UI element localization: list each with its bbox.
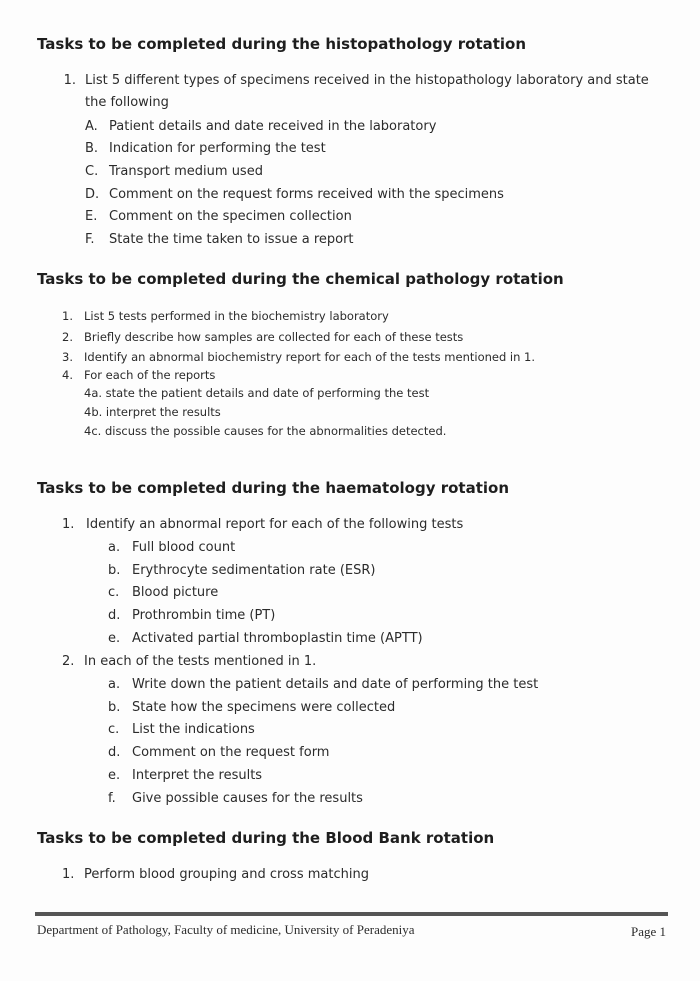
sub-item: 4b. interpret the results xyxy=(84,405,221,419)
sub-item: 4a. state the patient details and date of performing the test xyxy=(84,386,430,400)
list-marker: d. xyxy=(108,608,121,623)
sub-item xyxy=(108,791,363,806)
list-marker: F. xyxy=(85,232,95,247)
section-heading-histopathology: Tasks to be completed during the histopathology rotation xyxy=(37,35,527,53)
sub-item xyxy=(108,585,219,600)
sub-item xyxy=(108,700,396,715)
list-item xyxy=(62,867,369,882)
list-marker: f. xyxy=(108,791,116,806)
list-item xyxy=(85,209,352,224)
list-marker: c. xyxy=(108,722,120,737)
list-marker: B. xyxy=(85,141,99,156)
list-marker: e. xyxy=(108,768,121,783)
list-marker: 2. xyxy=(62,654,75,669)
list-item-text: List 5 tests performed in the biochemistry laboratory xyxy=(84,309,389,323)
list-item xyxy=(62,517,464,532)
list-item xyxy=(62,330,464,344)
list-item xyxy=(85,119,437,134)
list-item-text: Patient details and date received in the laboratory xyxy=(109,119,437,134)
list-item-text: Indication for performing the test xyxy=(109,141,326,156)
sub-item xyxy=(108,608,276,623)
list-marker: e. xyxy=(108,631,121,646)
list-item-text: For each of the reports xyxy=(84,368,216,382)
list-item-text: Comment on the request form xyxy=(132,745,330,760)
footer-rule xyxy=(35,912,668,916)
list-item-text: Write down the patient details and date of performing the test xyxy=(132,677,539,692)
list-item-text: Identify an abnormal report for each of the following tests xyxy=(86,517,464,532)
page-number: Page 1 xyxy=(630,924,666,939)
list-item xyxy=(85,232,354,247)
section-heading-chemical-pathology: Tasks to be completed during the chemical pathology rotation xyxy=(37,270,564,288)
list-item-text: List the indications xyxy=(132,722,255,737)
list-item xyxy=(62,654,317,669)
list-item-continuation: the following xyxy=(85,95,169,110)
sub-item xyxy=(108,768,263,783)
list-marker: D. xyxy=(85,187,100,202)
list-item-text: Briefly describe how samples are collected for each of these tests xyxy=(84,330,464,344)
list-item xyxy=(62,350,536,364)
list-marker: A. xyxy=(85,119,98,134)
list-marker: c. xyxy=(108,585,120,600)
sub-item: 4c. discuss the possible causes for the abnormalities detected. xyxy=(84,424,447,438)
list-item-text: Erythrocyte sedimentation rate (ESR) xyxy=(132,563,376,578)
list-marker: 4. xyxy=(62,368,73,382)
list-marker: 1. xyxy=(63,73,76,88)
list-marker: a. xyxy=(108,540,121,555)
list-item-text: Comment on the request forms received with the specimens xyxy=(109,187,504,202)
list-marker: b. xyxy=(108,700,121,715)
list-item-text: State the time taken to issue a report xyxy=(109,232,354,247)
list-item xyxy=(85,141,326,156)
list-item xyxy=(62,309,389,323)
list-item-text: In each of the tests mentioned in 1. xyxy=(84,654,317,669)
list-item-text: Activated partial thromboplastin time (APTT) xyxy=(132,631,423,646)
sub-item xyxy=(108,563,376,578)
sub-item xyxy=(108,745,330,760)
list-item-text: List 5 different types of specimens received in the histopathology laboratory and state xyxy=(85,73,649,88)
list-item-text: Comment on the specimen collection xyxy=(109,209,352,224)
footer-department: Department of Pathology, Faculty of medicine, University of Peradeniya xyxy=(37,922,415,937)
list-marker: 1. xyxy=(62,517,75,532)
list-item-text: Full blood count xyxy=(132,540,236,555)
list-item-text: State how the specimens were collected xyxy=(132,700,396,715)
list-marker: a. xyxy=(108,677,121,692)
section-heading-blood-bank: Tasks to be completed during the Blood Bank rotation xyxy=(37,829,495,847)
sub-item xyxy=(108,677,539,692)
list-marker: E. xyxy=(85,209,98,224)
list-item-text: Transport medium used xyxy=(109,164,263,179)
list-marker: b. xyxy=(108,563,121,578)
list-item xyxy=(62,368,216,382)
list-marker: C. xyxy=(85,164,99,179)
list-marker: 1. xyxy=(62,309,73,323)
list-marker: d. xyxy=(108,745,121,760)
list-item xyxy=(85,164,263,179)
list-item-text: Perform blood grouping and cross matching xyxy=(84,867,369,882)
section-heading-haematology: Tasks to be completed during the haematology rotation xyxy=(37,479,510,497)
sub-item xyxy=(108,631,423,646)
list-marker: 3. xyxy=(62,350,73,364)
sub-item xyxy=(108,722,255,737)
sub-item xyxy=(108,540,236,555)
list-item-text: Give possible causes for the results xyxy=(132,791,363,806)
list-item xyxy=(85,187,504,202)
list-item-text: Interpret the results xyxy=(132,768,263,783)
list-marker: 1. xyxy=(62,867,75,882)
list-item-text: Identify an abnormal biochemistry report for each of the tests mentioned in 1. xyxy=(84,350,536,364)
list-item-text: Blood picture xyxy=(132,585,219,600)
list-marker: 2. xyxy=(62,330,73,344)
list-item-text: Prothrombin time (PT) xyxy=(132,608,276,623)
